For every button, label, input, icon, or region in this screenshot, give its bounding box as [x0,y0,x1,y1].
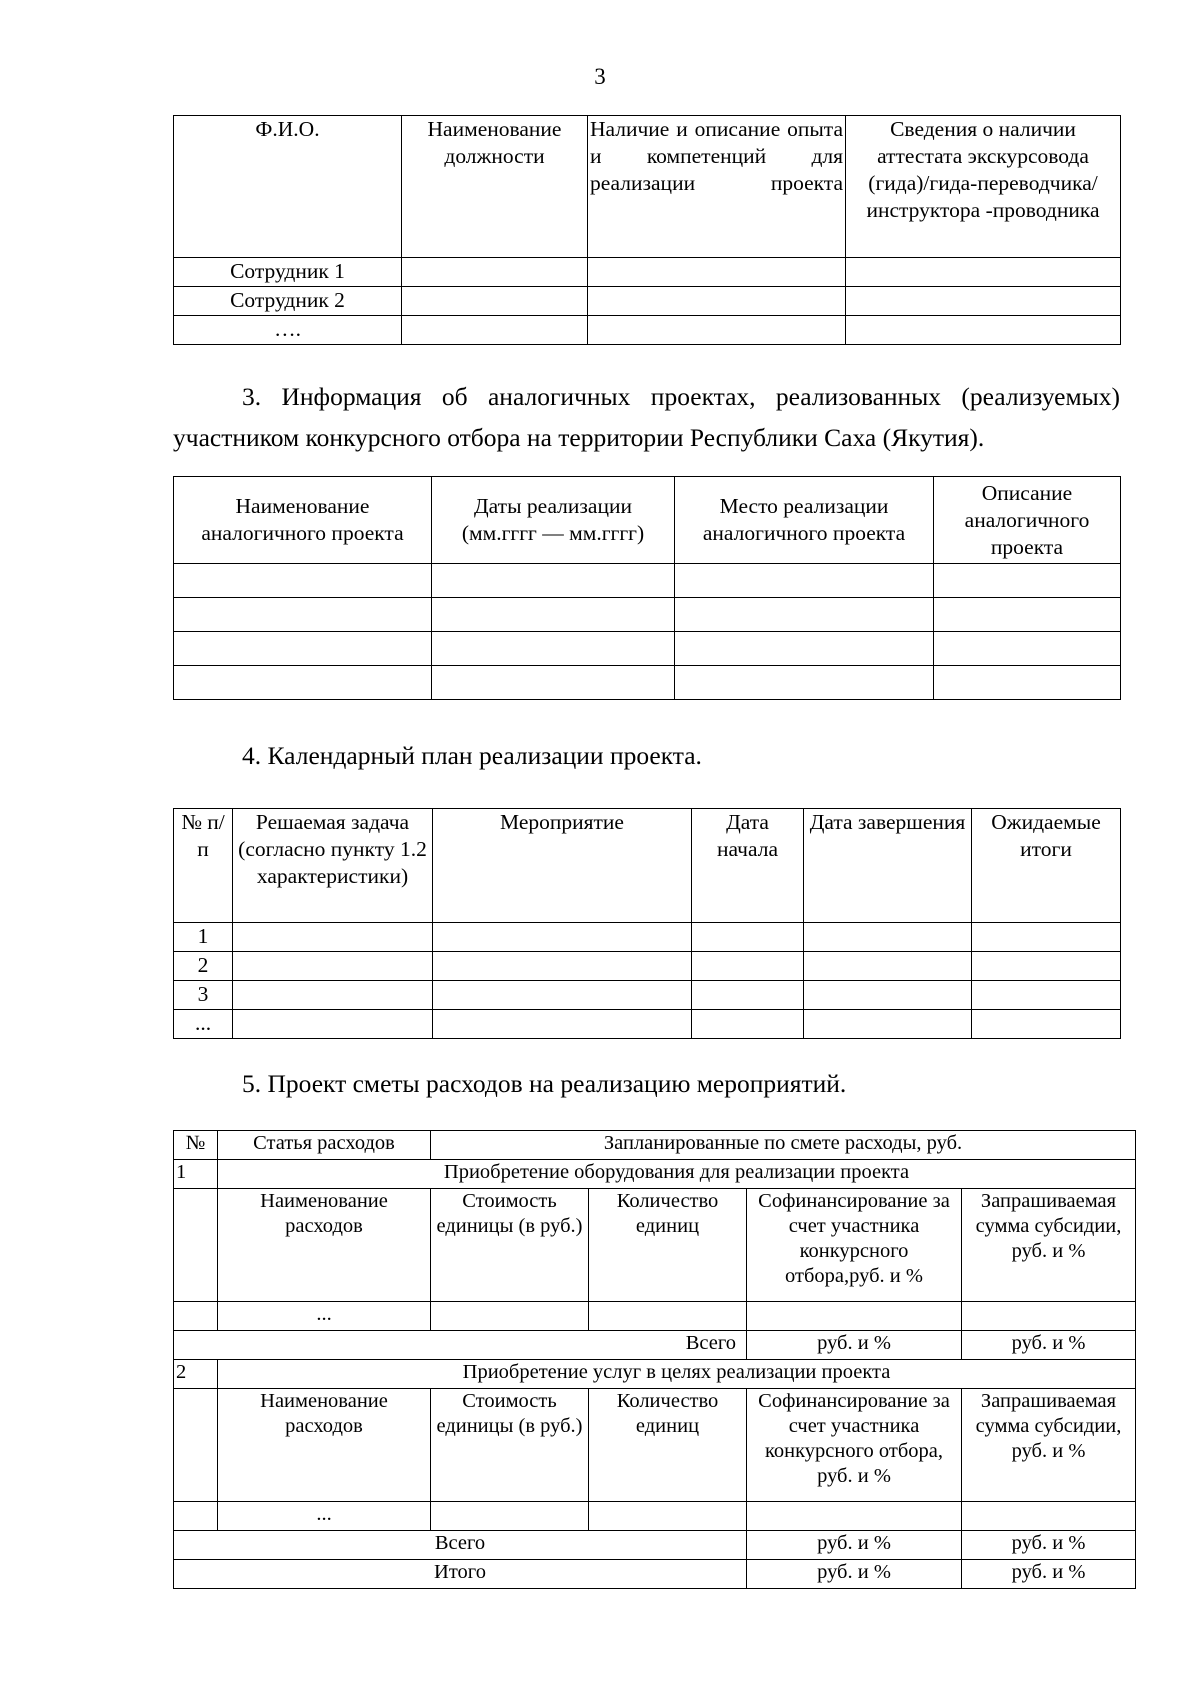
header-position: Наименование должности [402,116,588,258]
total-subsidy: руб. и % [962,1531,1136,1560]
row-label: Сотрудник 1 [174,258,402,287]
table-row [174,258,1121,287]
staff-table [173,115,1121,345]
table-cell [692,981,804,1010]
header-task: Решаемая задача (согласно пункту 1.2 характеристики) [233,809,433,923]
table-cell [433,952,692,981]
row-label: …. [174,316,402,345]
table-cell [432,564,675,598]
header-cofinancing: Софинансирование за счет участника конкурсного отбора, руб. и % [747,1389,962,1502]
group-title: Приобретение оборудования для реализации проекта [218,1160,1136,1189]
header-quantity: Количество единиц [589,1389,747,1502]
table-row [174,287,1121,316]
table-cell [934,564,1121,598]
table-cell [433,981,692,1010]
total-subsidy: руб. и % [962,1331,1136,1360]
table-row [174,564,1121,598]
row-number: ... [174,1010,233,1039]
table-cell [692,952,804,981]
table-cell [804,952,972,981]
table-cell [692,923,804,952]
table-row [174,1502,1136,1531]
header-description: Описание аналогичного проекта [934,477,1121,564]
table-row [174,632,1121,666]
header-end-date: Дата завершения [804,809,972,923]
table-cell [747,1302,962,1331]
grand-total-cofinancing: руб. и % [747,1560,962,1589]
total-row [174,1531,1136,1560]
table-cell [233,923,433,952]
table-row [174,666,1121,700]
total-cofinancing: руб. и % [747,1531,962,1560]
header-article: Статья расходов [218,1131,431,1160]
table-cell [962,1502,1136,1531]
header-certificate: Сведения о наличии аттестата экскурсовода (гида)/гида-переводчика/инструктора -проводника [846,116,1121,258]
table-row [174,923,1121,952]
table-cell [972,1010,1121,1039]
header-number: № п/п [174,809,233,923]
header-unit-cost: Стоимость единицы (в руб.) [431,1189,589,1302]
table-cell [804,923,972,952]
table-cell [934,598,1121,632]
table-header-row [174,477,1121,564]
calendar-plan-table [173,808,1121,1039]
header-quantity: Количество единиц [589,1189,747,1302]
table-cell [588,287,846,316]
group-title: Приобретение услуг в целях реализации проекта [218,1360,1136,1389]
table-row [174,1302,1136,1331]
total-label: Всего [174,1531,747,1560]
table-cell [233,952,433,981]
table-cell [174,598,432,632]
table-cell [174,1502,218,1531]
table-cell [934,632,1121,666]
total-label: Всего [174,1331,747,1360]
table-cell [675,598,934,632]
table-header-row [174,1131,1136,1160]
row-label: Сотрудник 2 [174,287,402,316]
table-cell [433,923,692,952]
table-cell [402,316,588,345]
table-header-row [174,116,1121,258]
table-cell [846,258,1121,287]
header-expected-results: Ожидаемые итоги [972,809,1121,923]
table-cell [692,1010,804,1039]
section-3-heading-line2: участником конкурсного отбора на территории Республики Саха (Якутия). [173,423,985,452]
row-number: 3 [174,981,233,1010]
table-cell [432,632,675,666]
section-5-heading: 5. Проект сметы расходов на реализацию мероприятий. [242,1069,847,1098]
table-cell [589,1302,747,1331]
table-cell [174,1302,218,1331]
table-cell [589,1502,747,1531]
table-cell [432,666,675,700]
header-fio: Ф.И.О. [174,116,402,258]
table-row [174,316,1121,345]
header-experience: Наличие и описание опыта и компетенций для реализации проекта [588,116,846,258]
section-3-heading-line1: 3. Информация об аналогичных проектах, реализованных (реализуемых) [242,382,1120,411]
table-cell [431,1302,589,1331]
table-cell [402,287,588,316]
header-subsidy: Запрашиваемая сумма субсидии, руб. и % [962,1389,1136,1502]
table-row [174,981,1121,1010]
total-row [174,1331,1136,1360]
table-cell [747,1502,962,1531]
header-place: Место реализации аналогичного проекта [675,477,934,564]
table-cell [972,981,1121,1010]
header-subsidy: Запрашиваемая сумма субсидии, руб. и % [962,1189,1136,1302]
group-number: 1 [174,1160,218,1189]
table-header-row [174,809,1121,923]
table-cell [804,981,972,1010]
total-cofinancing: руб. и % [747,1331,962,1360]
table-cell [972,923,1121,952]
table-cell [675,564,934,598]
table-cell [675,666,934,700]
table-cell [675,632,934,666]
header-planned-expenses: Запланированные по смете расходы, руб. [431,1131,1136,1160]
row-number: 1 [174,923,233,952]
grand-total-row [174,1560,1136,1589]
header-project-name: Наименование аналогичного проекта [174,477,432,564]
section-4-heading: 4. Календарный план реализации проекта. [242,741,702,770]
ellipsis-cell: ... [218,1502,431,1531]
table-cell [402,258,588,287]
header-number: № [174,1131,218,1160]
table-cell [431,1502,589,1531]
table-cell [588,316,846,345]
header-start-date: Дата начала [692,809,804,923]
table-subheader-row [174,1189,1136,1302]
group-row [174,1360,1136,1389]
header-expense-name: Наименование расходов [218,1189,431,1302]
table-cell [432,598,675,632]
header-event: Мероприятие [433,809,692,923]
table-cell [174,632,432,666]
budget-table [173,1130,1136,1589]
header-cofinancing: Софинансирование за счет участника конкурсного отбора,руб. и % [747,1189,962,1302]
table-cell [233,1010,433,1039]
table-cell [174,1189,218,1302]
group-row [174,1160,1136,1189]
page-number: 3 [594,64,606,89]
table-cell [804,1010,972,1039]
table-cell [433,1010,692,1039]
table-row [174,598,1121,632]
table-cell [233,981,433,1010]
ellipsis-cell: ... [218,1302,431,1331]
table-cell [962,1302,1136,1331]
table-cell [846,287,1121,316]
row-number: 2 [174,952,233,981]
table-cell [174,564,432,598]
table-row [174,952,1121,981]
table-row [174,1010,1121,1039]
table-cell [972,952,1121,981]
grand-total-label: Итого [174,1560,747,1589]
table-cell [174,666,432,700]
header-dates: Даты реализации (мм.гггг — мм.гггг) [432,477,675,564]
table-subheader-row [174,1389,1136,1502]
header-unit-cost: Стоимость единицы (в руб.) [431,1389,589,1502]
table-cell [934,666,1121,700]
table-cell [588,258,846,287]
table-cell [174,1389,218,1502]
grand-total-subsidy: руб. и % [962,1560,1136,1589]
header-expense-name: Наименование расходов [218,1389,431,1502]
similar-projects-table [173,476,1121,700]
group-number: 2 [174,1360,218,1389]
table-cell [846,316,1121,345]
